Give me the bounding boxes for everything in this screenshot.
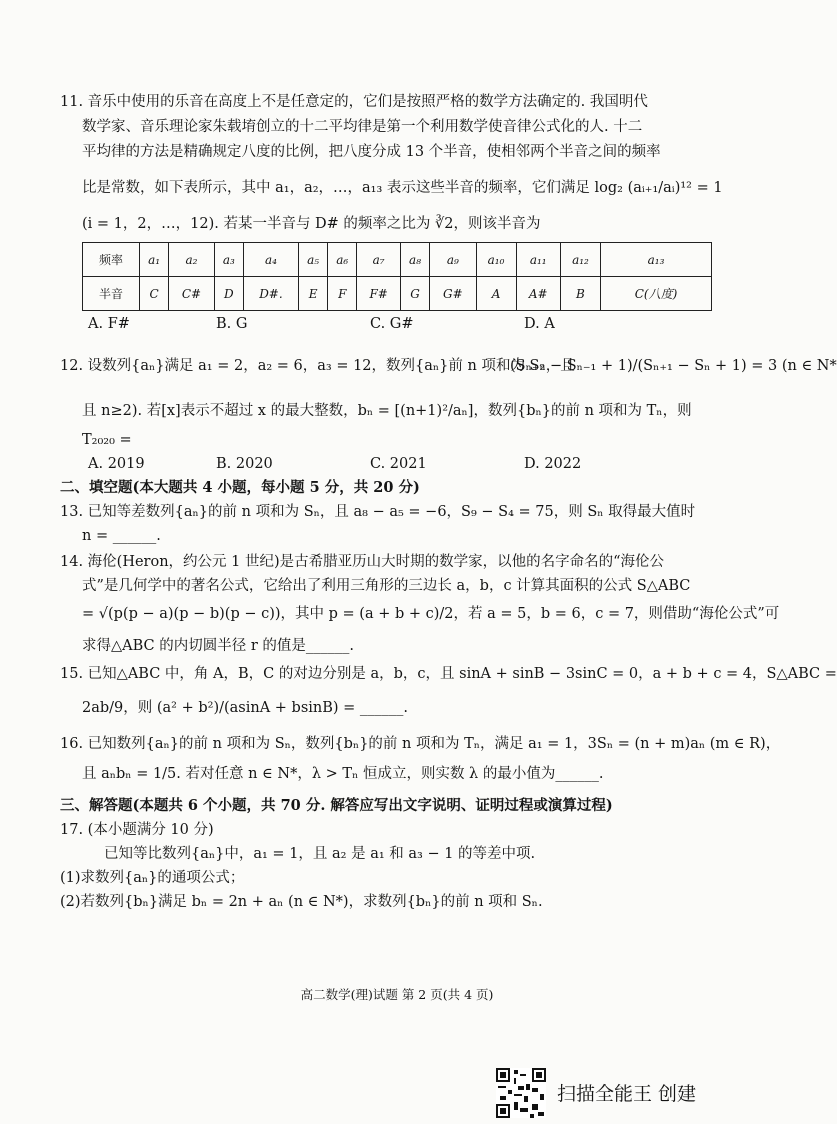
table-cell: a₉: [430, 243, 476, 277]
q11-line-1: 11. 音乐中使用的乐音在高度上不是任意定的，它们是按照严格的数学方法确定的. 我国明代: [60, 94, 648, 110]
q12-line-3: T₂₀₂₀ =: [82, 432, 132, 448]
q11-option-b: B. G: [216, 316, 248, 332]
q11-line-3: 平均律的方法是精确规定八度的比例，把八度分成 13 个半音，使相邻两个半音之间的频率: [82, 144, 661, 160]
q11-line-2: 数学家、音乐理论家朱载堉创立的十二平均律是第一个利用数学使音律公式化的人. 十二: [82, 119, 643, 135]
q17-part-2: (2)若数列{bₙ}满足 bₙ = 2n + aₙ (n ∈ N*)，求数列{bₙ}的前 n 项和 Sₙ.: [60, 894, 543, 910]
table-cell: D#.: [243, 277, 298, 311]
q14-line-4: 求得△ABC 的内切圆半径 r 的值是______.: [82, 638, 355, 654]
q13-line-2: n = ______.: [82, 528, 161, 544]
table-cell: a₂: [169, 243, 215, 277]
table-cell: G#: [430, 277, 476, 311]
table-cell: C(八度): [601, 277, 712, 311]
table-cell: a₃: [214, 243, 243, 277]
q17-part-1: (1)求数列{aₙ}的通项公式；: [60, 870, 245, 886]
table-cell: 半音: [83, 277, 140, 311]
q12-option-a: A. 2019: [88, 456, 145, 472]
q17-stem: 已知等比数列{aₙ}中，a₁ = 1，且 a₂ 是 a₁ 和 a₃ − 1 的等差中项.: [104, 846, 536, 862]
q11-line-5: (i = 1，2，…，12). 若某一半音与 D# 的频率之比为 ∛2，则该半音为: [82, 216, 541, 232]
table-cell: a₈: [400, 243, 429, 277]
table-cell: a₁₂: [560, 243, 600, 277]
section-fill-in-heading: 二、填空题(本大题共 4 小题，每小题 5 分，共 20 分): [60, 479, 420, 496]
table-row-frequency: [83, 243, 712, 277]
table-cell: a₄: [243, 243, 298, 277]
q11-option-c: C. G#: [370, 316, 414, 332]
table-cell: 频率: [83, 243, 140, 277]
q12-option-c: C. 2021: [370, 456, 427, 472]
q12-formula: (Sₙ₊₂ − Sₙ₋₁ + 1)/(Sₙ₊₁ − Sₙ + 1) = 3 (n ∈ N*: [510, 358, 837, 374]
table-row-semitone: [83, 277, 712, 311]
semitone-frequency-table: [82, 242, 712, 311]
table-cell: F#: [357, 277, 401, 311]
q11-option-d: D. A: [524, 316, 555, 332]
q15-line-2: 2ab/9，则 (a² + b²)/(asinA + bsinB) = ______.: [82, 700, 409, 716]
table-cell: G: [400, 277, 429, 311]
section-solutions-heading: 三、解答题(本题共 6 个小题，共 70 分. 解答应写出文字说明、证明过程或演算过程): [60, 797, 613, 814]
table-cell: E: [299, 277, 328, 311]
table-cell: a₇: [357, 243, 401, 277]
table-cell: a₅: [299, 243, 328, 277]
q12-option-d: D. 2022: [524, 456, 582, 472]
table-cell: a₆: [328, 243, 357, 277]
q12-option-b: B. 2020: [216, 456, 273, 472]
q15-line-1: 15. 已知△ABC 中，角 A，B，C 的对边分别是 a，b，c，且 sinA + sinB − 3sinC = 0，a + b + c = 4，S△ABC =: [60, 666, 837, 682]
table-cell: a₁: [140, 243, 169, 277]
q16-line-2: 且 aₙbₙ = 1/5. 若对任意 n ∈ N*，λ > Tₙ 恒成立，则实数 λ 的最小值为______.: [82, 766, 604, 782]
table-cell: F: [328, 277, 357, 311]
table-cell: A#: [516, 277, 560, 311]
table-cell: a₁₀: [476, 243, 516, 277]
q14-line-2: 式”是几何学中的著名公式，它给出了利用三角形的三边长 a，b，c 计算其面积的公式 S△ABC: [82, 578, 691, 594]
table-cell: C#: [169, 277, 215, 311]
q11-option-a: A. F#: [88, 316, 130, 332]
q17-title: 17. (本小题满分 10 分): [60, 822, 214, 838]
page-footer: 高二数学(理)试题 第 2 页(共 4 页): [300, 987, 494, 1002]
q13-line-1: 13. 已知等差数列{aₙ}的前 n 项和为 Sₙ，且 a₈ − a₅ = −6，S₉ − S₄ = 75，则 Sₙ 取得最大值时: [60, 504, 696, 520]
q14-line-1: 14. 海伦(Heron，约公元 1 世纪)是古希腊亚历山大时期的数学家，以他的名字命名的“海伦公: [60, 554, 665, 570]
scanner-watermark: 扫描全能王 创建: [557, 1083, 697, 1105]
table-cell: C: [140, 277, 169, 311]
q16-line-1: 16. 已知数列{aₙ}的前 n 项和为 Sₙ，数列{bₙ}的前 n 项和为 Tₙ，满足 a₁ = 1，3Sₙ = (n + m)aₙ (m ∈ R)，: [60, 736, 781, 752]
table-cell: A: [476, 277, 516, 311]
q11-line-4: 比是常数，如下表所示，其中 a₁，a₂，…，a₁₃ 表示这些半音的频率，它们满足 log₂ (aᵢ₊₁/aᵢ)¹² = 1: [82, 180, 723, 196]
table-cell: D: [214, 277, 243, 311]
q14-line-3: = √(p(p − a)(p − b)(p − c))，其中 p = (a + b + c)/2，若 a = 5，b = 6，c = 7，则借助“海伦公式”可: [82, 606, 780, 622]
table-cell: a₁₁: [516, 243, 560, 277]
q12-line-2: 且 n≥2). 若[x]表示不超过 x 的最大整数，bₙ = [(n+1)²/aₙ]，数列{bₙ}的前 n 项和为 Tₙ，则: [82, 403, 692, 419]
table-cell: B: [560, 277, 600, 311]
q12-line-1: 12. 设数列{aₙ}满足 a₁ = 2，a₂ = 6，a₃ = 12，数列{aₙ}前 n 项和为 Sₙ，且: [60, 358, 575, 374]
qr-code-icon: [496, 1068, 546, 1118]
table-cell: a₁₃: [601, 243, 712, 277]
